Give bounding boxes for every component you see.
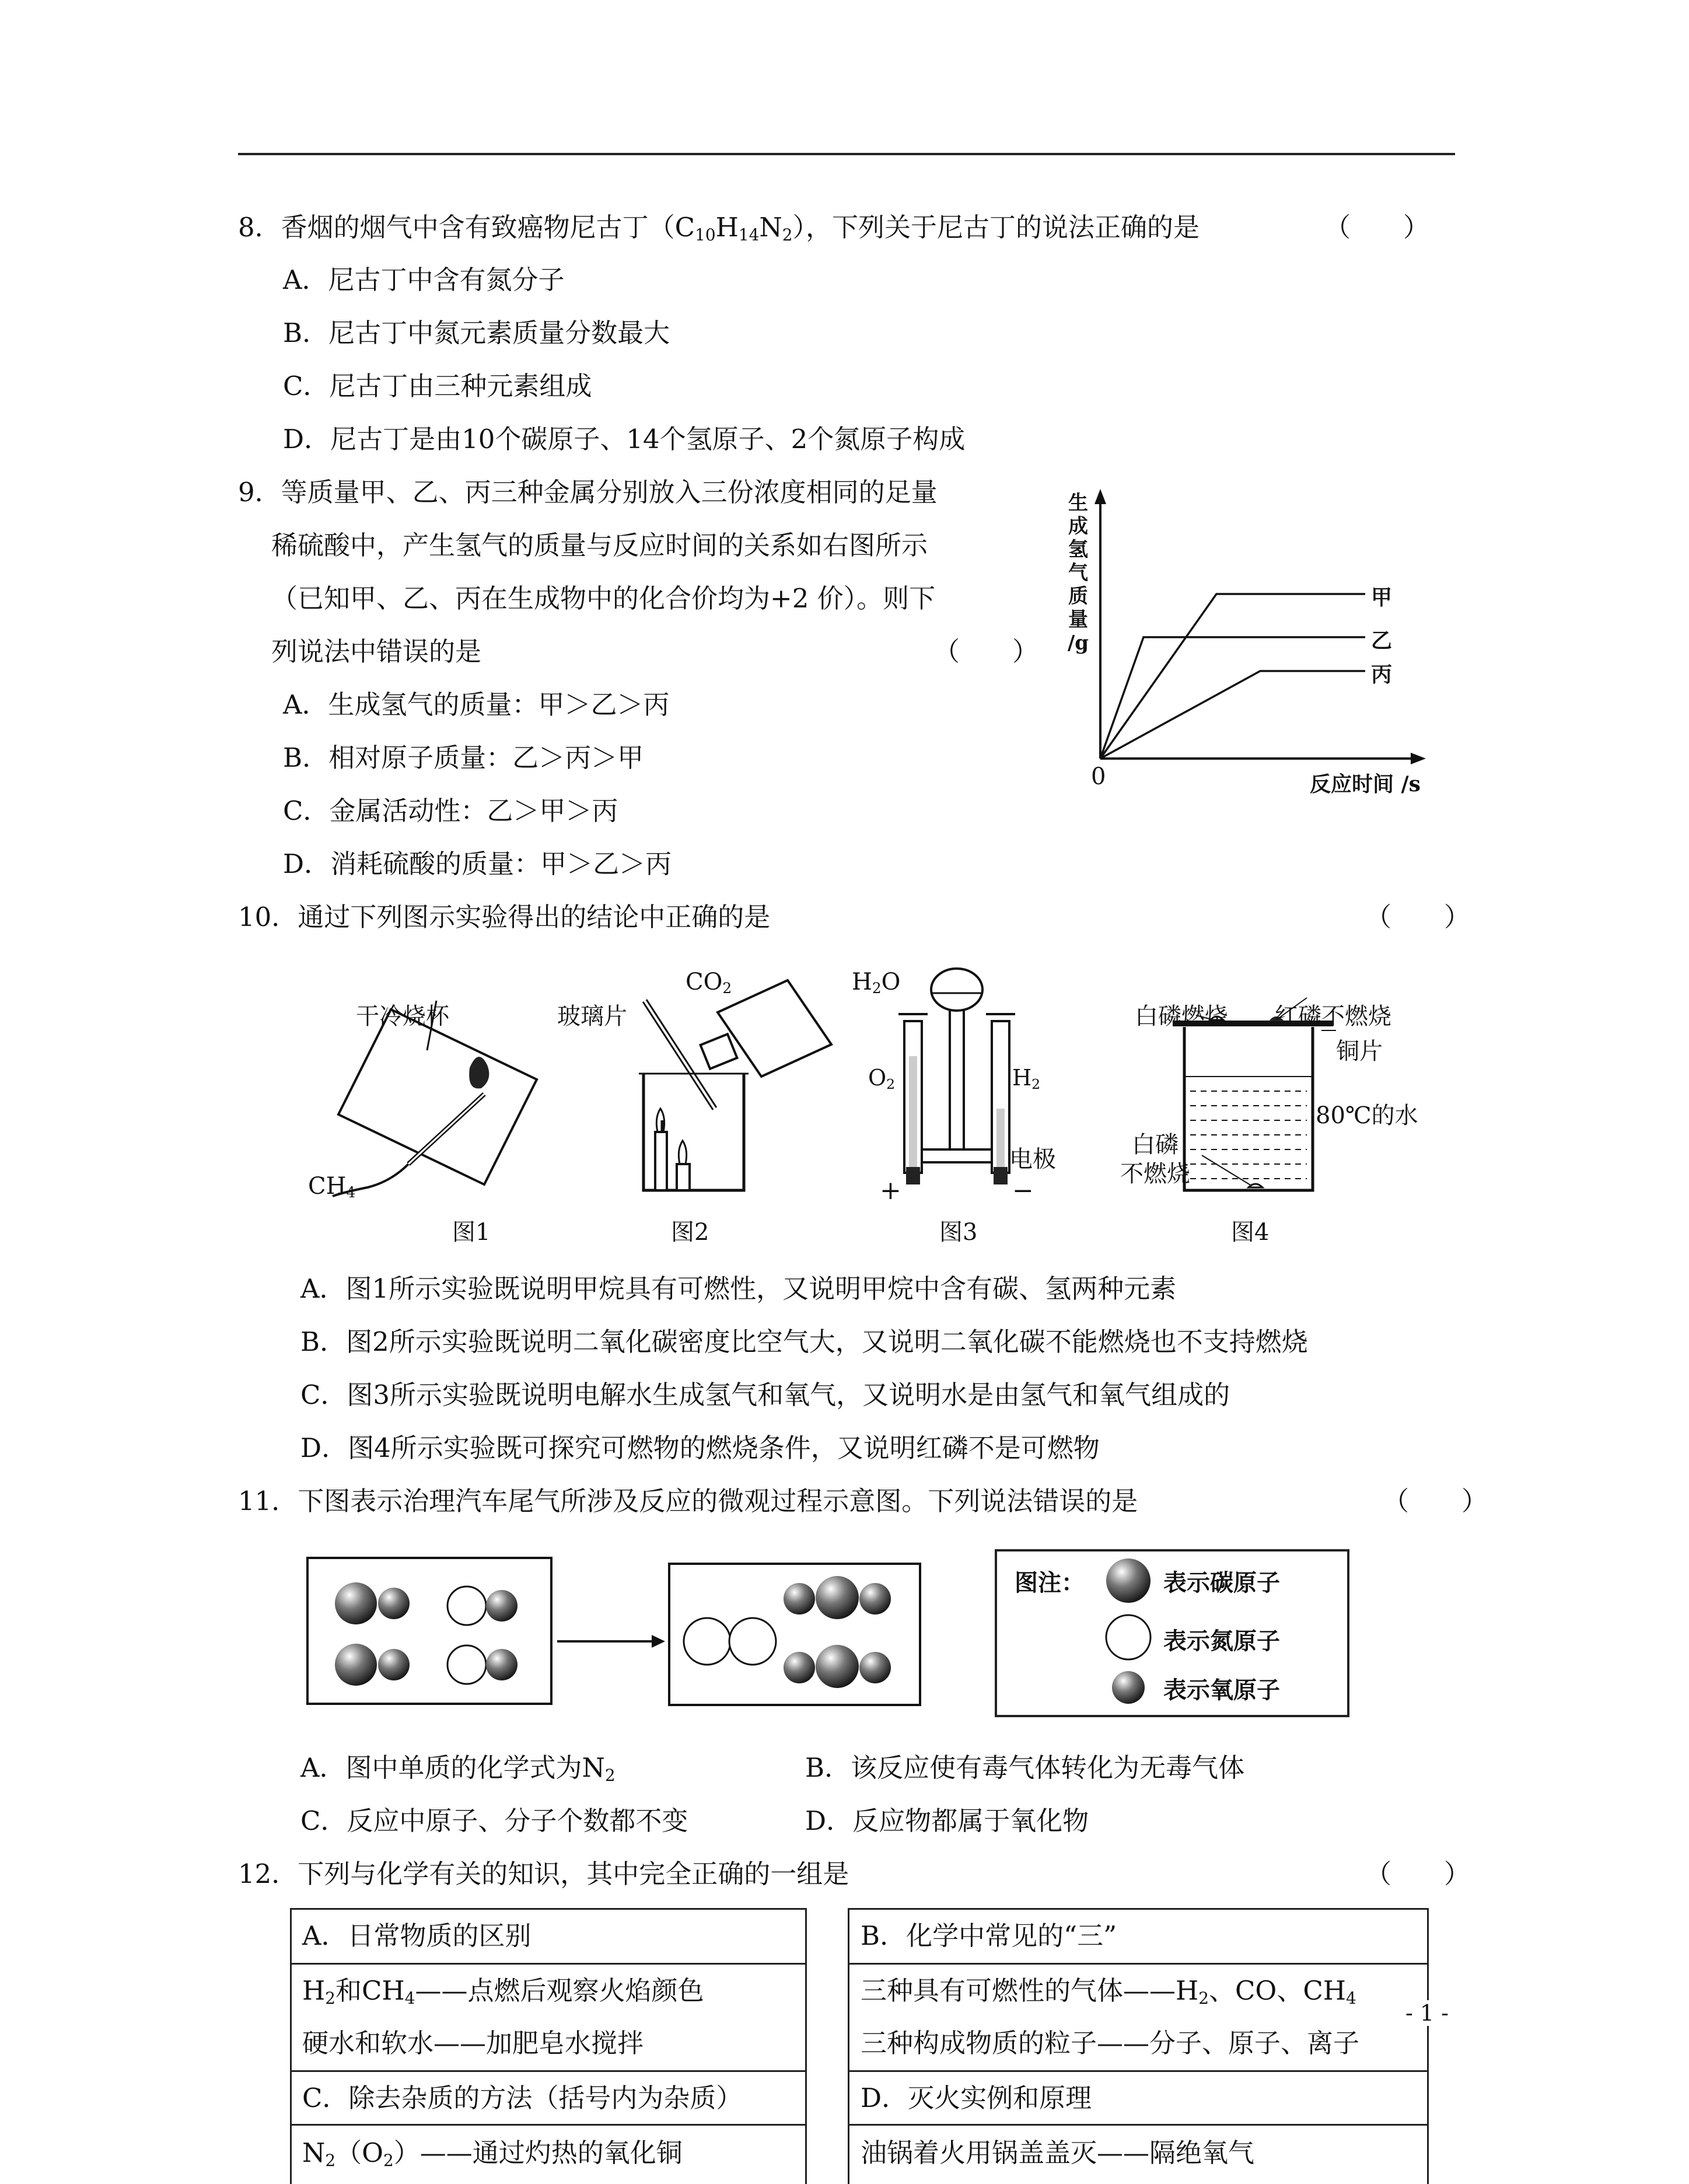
q12-cell-b-row2: 三种构成物质的粒子——分子、原子、离子 (861, 2028, 1360, 2059)
q9-graph (1062, 484, 1441, 811)
fig3-label-h2: $H_2$ (1012, 1065, 1041, 1092)
q12-right-rule-2 (848, 2070, 1429, 2072)
fig3-minus: − (1012, 1176, 1034, 1205)
q12-stem: 12．下列与化学有关的知识，其中完全正确的一组是 (238, 1858, 849, 1889)
q12-left-rule-2 (290, 2070, 807, 2072)
fig1-label-gas: $CH_4$ (308, 1173, 356, 1201)
q9-stem-line4: 列说法中错误的是 (271, 636, 482, 667)
q12-cell-d-row1: 油锅着火用锅盖盖灭——隔绝氧气 (861, 2137, 1255, 2168)
q11-option-d: D．反应物都属于氧化物 (805, 1805, 1089, 1836)
fig1-label-beaker: 干冷烧杯 (356, 1003, 449, 1030)
q8-stem: 8．香烟的烟气中含有致癌物尼古丁$(C_{10}H_{14}N_2)$，下列关于尼古丁的说法正确的是 (238, 212, 1200, 244)
q11-answer-paren: （ ） (1383, 1486, 1488, 1516)
q10-figure-4 (1108, 957, 1435, 1249)
series-line-jia (1100, 594, 1365, 759)
fig3-caption: 图3 (939, 1219, 978, 1246)
fig4-caption: 图4 (1231, 1219, 1270, 1246)
q11-legend (995, 1549, 1349, 1717)
q10-figure-2 (557, 957, 837, 1249)
q9-stem-line2: 稀硫酸中，产生氢气的质量与反应时间的关系如右图所示 (271, 530, 928, 561)
q9-graph-ylabel: 生 成 氢 气 质 量 /g (1067, 491, 1089, 655)
q11-option-a: A．图中单质的化学式为$N_2$ (300, 1752, 616, 1785)
fig4-label-red-noburn: 红磷不燃烧 (1275, 1003, 1391, 1030)
q9-option-d: D．消耗硫酸的质量：甲＞乙＞丙 (283, 848, 672, 879)
legend-carbon: 表示碳原子 (1163, 1569, 1280, 1596)
q9-stem-line3: （已知甲、乙、丙在生成物中的化合价均为+2 价）。则下 (271, 583, 936, 614)
q11-option-b: B．该反应使有毒气体转化为无毒气体 (805, 1752, 1245, 1783)
series-label-yi: 乙 (1371, 628, 1393, 653)
q12-cell-c-row1: $N_2(O_2)——$通过灼热的氧化铜 (302, 2137, 683, 2170)
q12-cell-d-head: D．灭火实例和原理 (861, 2082, 1092, 2113)
q10-figure-3 (846, 957, 1091, 1249)
q10-option-b: B．图2所示实验既说明二氧化碳密度比空气大，又说明二氧化碳不能燃烧也不支持燃烧 (300, 1326, 1308, 1357)
q8-option-b: B．尼古丁中氮元素质量分数最大 (283, 317, 670, 348)
series-line-bing (1100, 671, 1365, 759)
q8-option-d: D．尼古丁是由10个碳原子、14个氢原子、2个氮原子构成 (283, 424, 966, 455)
fig2-caption: 图2 (671, 1219, 709, 1246)
q12-right-rule-1 (848, 1963, 1429, 1965)
legend-oxygen: 表示氧原子 (1163, 1676, 1280, 1704)
q12-cell-b-head: B．化学中常见的“三” (861, 1920, 1117, 1951)
q10-option-c: C．图3所示实验既说明电解水生成氢气和氧气，又说明水是由氢气和氧气组成的 (300, 1379, 1230, 1410)
fig4-label-water: 80℃的水 (1316, 1102, 1418, 1129)
header-rule (238, 153, 1455, 155)
q8-option-a: A．尼古丁中含有氮分子 (283, 264, 565, 295)
q8-option-c: C．尼古丁由三种元素组成 (283, 371, 592, 401)
series-label-bing: 丙 (1371, 662, 1393, 687)
q10-option-a: A．图1所示实验既说明甲烷具有可燃性，又说明甲烷中含有碳、氢两种元素 (300, 1273, 1177, 1304)
q9-option-a: A．生成氢气的质量：甲＞乙＞丙 (283, 689, 670, 720)
q12-left-rule-3 (290, 2124, 807, 2126)
q12-cell-a-row2: 硬水和软水——加肥皂水搅拌 (302, 2028, 644, 2059)
q10-option-d: D．图4所示实验既可探究可燃物的燃烧条件，又说明红磷不是可燃物 (300, 1432, 1100, 1463)
q9-graph-xlabel: 反应时间 /s (1310, 772, 1421, 796)
series-label-jia: 甲 (1371, 585, 1393, 610)
legend-title: 图注： (1015, 1569, 1085, 1596)
q8-answer-paren: （ ） (1324, 212, 1430, 243)
fig4-label-white-a: 白磷 (1132, 1131, 1179, 1158)
q11-stem: 11．下图表示治理汽车尾气所涉及反应的微观过程示意图。下列说法错误的是 (238, 1486, 1138, 1516)
q11-option-c: C．反应中原子、分子个数都不变 (300, 1805, 688, 1836)
q9-option-b: B．相对原子质量：乙＞丙＞甲 (283, 742, 644, 773)
fig3-label-water: $H_2O$ (852, 969, 901, 997)
fig4-label-white-b: 不燃烧 (1120, 1161, 1190, 1187)
series-line-yi (1100, 637, 1365, 759)
q9-answer-paren: （ ） (933, 636, 1039, 667)
q12-left-rule-1 (290, 1963, 807, 1965)
q12-cell-a-row1: $H_2$和$CH_4——$点燃后观察火焰颜色 (302, 1975, 704, 2008)
q10-answer-paren: （ ） (1365, 901, 1471, 932)
q12-cell-c-head: C．除去杂质的方法（括号内为杂质） (302, 2082, 743, 2113)
fig2-label-co2: $CO_2$ (686, 969, 732, 997)
q9-option-c: C．金属活动性：乙＞甲＞丙 (283, 795, 618, 826)
q12-cell-b-row1: 三种具有可燃性的气体$——H_2$、CO、$CH_4$ (861, 1975, 1356, 2008)
fig4-label-white-burn: 白磷燃烧 (1135, 1003, 1228, 1030)
q10-figure-1 (303, 957, 548, 1249)
legend-nitrogen: 表示氮原子 (1163, 1627, 1280, 1655)
q12-right-rule-3 (848, 2124, 1429, 2126)
fig2-label-glass: 玻璃片 (557, 1003, 627, 1030)
q9-graph-origin: 0 (1091, 763, 1106, 790)
fig3-label-electrode: 电极 (1009, 1146, 1056, 1173)
q11-diagram (306, 1557, 1111, 1708)
q12-answer-paren: （ ） (1365, 1858, 1471, 1889)
fig4-label-copper: 铜片 (1336, 1038, 1383, 1065)
fig1-caption: 图1 (452, 1219, 491, 1246)
q12-cell-a-head: A．日常物质的区别 (302, 1920, 531, 1951)
q10-stem: 10．通过下列图示实验得出的结论中正确的是 (238, 901, 771, 932)
fig3-label-o2: $O_2$ (868, 1065, 896, 1092)
fig3-plus: + (880, 1176, 901, 1205)
q9-stem-line1: 9．等质量甲、乙、丙三种金属分别放入三份浓度相同的足量 (238, 477, 938, 508)
page-number: - 1 - (1403, 2000, 1451, 2026)
